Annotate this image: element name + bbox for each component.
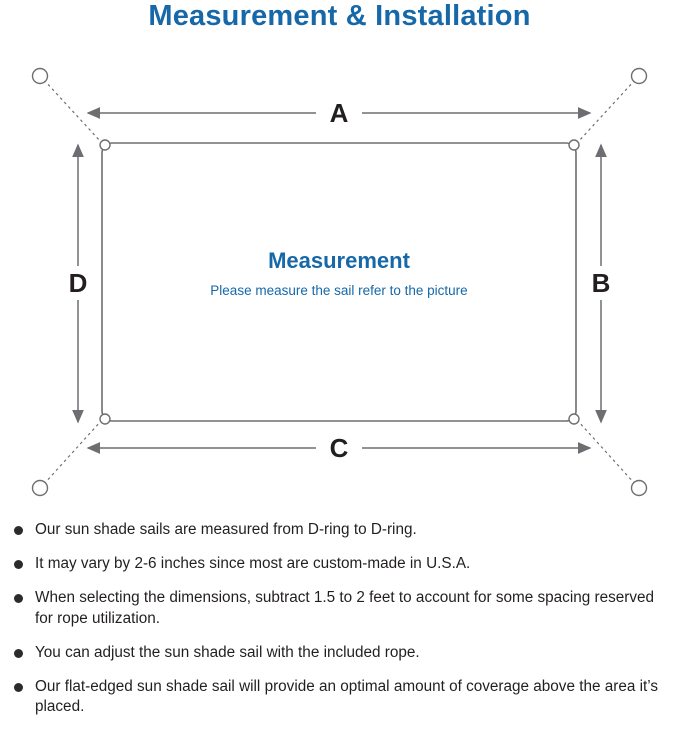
bullet-icon xyxy=(14,649,23,658)
sail-shape xyxy=(102,143,576,421)
list-item xyxy=(0,554,679,574)
note-text: It may vary by 2-6 inches since most are custom-made in U.S.A. xyxy=(35,555,471,573)
bullet-icon xyxy=(14,526,23,535)
list-item xyxy=(0,588,679,628)
note-text: You can adjust the sun shade sail with the included rope. xyxy=(35,643,420,661)
bullet-icon xyxy=(14,594,23,603)
dimension-label-bottom: C xyxy=(329,433,349,463)
sail-title: Measurement xyxy=(268,248,410,273)
list-item xyxy=(0,643,679,663)
dimension-label-left: D xyxy=(68,268,88,298)
list-item xyxy=(0,677,679,717)
list-item xyxy=(0,520,679,540)
note-text: Our flat-edged sun shade sail will provide an optimal amount of coverage above the area it’s placed. xyxy=(35,677,659,716)
measurement-diagram xyxy=(0,50,679,510)
sail-subtitle: Please measure the sail refer to the picture xyxy=(210,283,468,298)
notes-list xyxy=(0,520,679,731)
note-text: Our sun shade sails are measured from D-ring to D-ring. xyxy=(35,521,417,538)
dimension-label-right: B xyxy=(591,268,611,298)
note-text: When selecting the dimensions, subtract 1.5 to 2 feet to account for some spacing reserved for rope utilization. xyxy=(35,589,655,627)
dimension-label-top: A xyxy=(329,98,349,128)
page-title: Measurement & Installation xyxy=(148,0,531,32)
bullet-icon xyxy=(14,560,23,569)
bullet-icon xyxy=(14,683,23,692)
